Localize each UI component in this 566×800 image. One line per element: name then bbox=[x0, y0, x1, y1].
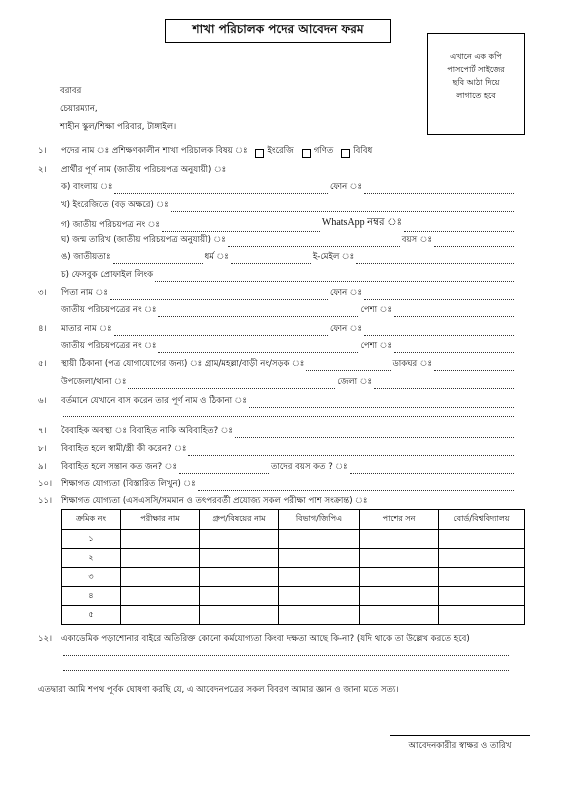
children-age-input[interactable] bbox=[350, 464, 514, 474]
father-phone-input[interactable] bbox=[364, 290, 514, 300]
village-input[interactable] bbox=[306, 361, 390, 371]
item-number: ১০। bbox=[38, 479, 53, 489]
mother-phone-input[interactable] bbox=[364, 326, 514, 336]
table-header: গ্রুপ/বিষয়ের নাম bbox=[200, 510, 279, 530]
father-nid-row bbox=[61, 303, 516, 317]
table-row bbox=[62, 530, 525, 549]
table-cell[interactable] bbox=[439, 587, 525, 606]
item-number: ৬। bbox=[38, 396, 47, 406]
father-name-input[interactable] bbox=[110, 290, 328, 300]
table-cell[interactable] bbox=[121, 549, 200, 568]
misc-checkbox[interactable] bbox=[341, 149, 350, 158]
spouse-input[interactable] bbox=[188, 446, 514, 456]
field-label: ফোন ঃ bbox=[329, 324, 362, 334]
photo-box-line: এখানে এক কপি bbox=[450, 52, 502, 61]
skills-input-2[interactable] bbox=[63, 661, 509, 671]
table-cell[interactable] bbox=[200, 606, 279, 625]
photo-box-line: ছবি আঠা দিয়ে bbox=[452, 78, 500, 87]
field-label: জেলা ঃ bbox=[337, 377, 372, 387]
children-row bbox=[61, 460, 516, 474]
field-label: তাদের বয়স কত ? ঃ bbox=[271, 462, 348, 472]
name-bangla-row bbox=[61, 180, 516, 194]
table-cell[interactable] bbox=[439, 606, 525, 625]
item-number: ২। bbox=[38, 165, 47, 175]
phone-input[interactable] bbox=[364, 184, 514, 194]
table-cell[interactable] bbox=[200, 549, 279, 568]
field-label: একাডেমিক পড়াশোনার বাইরে অতিরিক্ত কোনো কর্মযোগ্যতা কিংবা দক্ষতা আছে কি-না? (যদি থাকে তা উল্লেখ করতে হবে) bbox=[61, 634, 470, 644]
mother-nid-input[interactable] bbox=[158, 343, 358, 353]
row-serial: ২ bbox=[62, 549, 121, 568]
table-cell[interactable] bbox=[279, 549, 360, 568]
upazila-row bbox=[61, 375, 516, 389]
present-address-row-2 bbox=[61, 407, 516, 417]
table-cell[interactable] bbox=[439, 568, 525, 587]
photo-box-line: লাগাতে হবে bbox=[456, 91, 496, 100]
upazila-input[interactable] bbox=[128, 379, 335, 389]
facebook-row bbox=[61, 268, 516, 282]
father-job-input[interactable] bbox=[394, 307, 514, 317]
field-label: প্রার্থীর পূর্ণ নাম (জাতীয় পরিচয়পত্র অনুযায়ী) ঃ bbox=[61, 165, 227, 175]
father-row bbox=[61, 286, 516, 300]
facebook-input[interactable] bbox=[155, 272, 514, 282]
name-bangla-input[interactable] bbox=[114, 184, 327, 194]
father-nid-input[interactable] bbox=[158, 307, 358, 317]
photo-box-line: পাসপোর্ট সাইজের bbox=[447, 65, 505, 74]
nationality-input[interactable] bbox=[113, 254, 203, 264]
row-serial: ১ bbox=[62, 530, 121, 549]
photo-box bbox=[427, 33, 525, 135]
mother-name-input[interactable] bbox=[114, 326, 328, 336]
option-label: বিবিধ bbox=[353, 146, 373, 156]
whatsapp-input[interactable] bbox=[404, 222, 514, 232]
field-label: বিবাহিত হলে সন্তান কত জন? ঃ bbox=[61, 462, 178, 472]
name-english-row bbox=[61, 198, 516, 212]
field-label: খ) ইংরেজিতে (বড় অক্ষরে) ঃ bbox=[61, 200, 169, 210]
field-label: ঘ) জন্ম তারিখ (জাতীয় পরিচয়পত্র অনুযায়ী) ঃ bbox=[61, 235, 226, 245]
present-address-row bbox=[61, 394, 516, 408]
table-row bbox=[62, 568, 525, 587]
email-input[interactable] bbox=[356, 254, 514, 264]
mother-job-input[interactable] bbox=[394, 343, 514, 353]
name-english-input[interactable] bbox=[171, 202, 514, 212]
field-label: WhatsApp নম্বর ঃ bbox=[321, 217, 402, 228]
marital-row bbox=[61, 424, 516, 438]
field-label: শিক্ষাগত যোগ্যতা (এসএসসি/সমমান ও তৎপরবর্তী প্রযোজ্য সকল পরীক্ষা পাশ সংক্রান্ত) ঃ bbox=[61, 496, 368, 506]
field-label: পিতা নাম ঃ bbox=[61, 288, 108, 298]
table-cell[interactable] bbox=[360, 587, 439, 606]
post-office-input[interactable] bbox=[434, 361, 514, 371]
field-label: স্থায়ী ঠিকানা (পত্র যোগাযোগের জন্য) ঃ গ্রাম/মহল্লা/বাড়ী নং/সড়ক ঃ bbox=[61, 359, 305, 369]
table-row bbox=[62, 549, 525, 568]
row-serial: ৪ bbox=[62, 587, 121, 606]
skills-input[interactable] bbox=[63, 646, 509, 656]
field-label: চ) ফেসবুক প্রোফাইল লিংক bbox=[61, 270, 154, 280]
table-header: পরীক্ষার নাম bbox=[121, 510, 200, 530]
nationality-row bbox=[61, 250, 516, 264]
table-cell[interactable] bbox=[279, 530, 360, 549]
skills-row-2 bbox=[61, 661, 511, 671]
nid-row bbox=[61, 215, 516, 232]
address-line: বরাবর bbox=[60, 86, 82, 96]
field-label: বিবাহিত হলে স্বামী/স্ত্রী কী করেন? ঃ bbox=[61, 444, 187, 454]
table-row bbox=[62, 606, 525, 625]
table-cell[interactable] bbox=[279, 587, 360, 606]
field-label: পদের নাম ঃ প্রশিক্ষণকালীন শাখা পরিচালক বিষয় ঃ bbox=[61, 146, 248, 156]
mother-nid-row bbox=[61, 339, 516, 353]
table-cell[interactable] bbox=[360, 549, 439, 568]
education-row bbox=[61, 477, 516, 491]
table-cell[interactable] bbox=[439, 549, 525, 568]
religion-input[interactable] bbox=[231, 254, 311, 264]
field-label: গ) জাতীয় পরিচয়পত্র নং ঃ bbox=[61, 220, 160, 230]
item-number: ১। bbox=[38, 146, 47, 156]
table-cell[interactable] bbox=[439, 530, 525, 549]
field-label: উপজেলা/থানা ঃ bbox=[61, 377, 127, 387]
table-cell[interactable] bbox=[279, 568, 360, 587]
signature-line: আবেদনকারীর স্বাক্ষর ও তারিখ bbox=[390, 735, 530, 753]
address-line: চেয়ারম্যান, bbox=[60, 104, 98, 114]
field-label: পেশা ঃ bbox=[360, 341, 392, 351]
field-label: ধর্ম ঃ bbox=[204, 252, 229, 262]
item-number: ১১। bbox=[38, 496, 53, 506]
item-number: ১২। bbox=[38, 634, 53, 644]
present-address-input-2[interactable] bbox=[63, 407, 514, 417]
field-label: ই-মেইল ঃ bbox=[312, 252, 355, 262]
item-number: ৫। bbox=[38, 359, 47, 369]
field-label: বৈবাহিক অবস্থা ঃ বিবাহিত নাকি অবিবাহিত? ঃ bbox=[61, 426, 233, 436]
table-cell[interactable] bbox=[121, 587, 200, 606]
field-label: জাতীয় পরিচয়পত্রের নং ঃ bbox=[61, 341, 157, 351]
table-cell[interactable] bbox=[279, 606, 360, 625]
table-cell[interactable] bbox=[360, 530, 439, 549]
field-label: পেশা ঃ bbox=[360, 305, 392, 315]
math-checkbox[interactable] bbox=[302, 149, 311, 158]
field-label: জাতীয় পরিচয়পত্রের নং ঃ bbox=[61, 305, 157, 315]
table-cell[interactable] bbox=[121, 568, 200, 587]
option-label: গণিত bbox=[313, 146, 334, 156]
table-row bbox=[62, 587, 525, 606]
mother-row bbox=[61, 322, 516, 336]
table-header: ক্রমিক নং bbox=[62, 510, 121, 530]
district-input[interactable] bbox=[374, 379, 514, 389]
item-number: ৭। bbox=[38, 426, 47, 436]
post-subject-field bbox=[61, 144, 372, 158]
field-label: শিক্ষাগত যোগ্যতা (বিস্তারিত লিখুন) ঃ bbox=[61, 479, 196, 489]
skills-row bbox=[61, 646, 511, 656]
table-header: বিভাগ/জিপিএ bbox=[279, 510, 360, 530]
education-input[interactable] bbox=[198, 481, 514, 491]
declaration-text: এতদ্বারা আমি শপথ পূর্বক ঘোষণা করছি যে, এ আবেদনপত্রের সকল বিবরণ আমার জ্ঞান ও জানা মতে সত্য। bbox=[38, 685, 399, 695]
education-table bbox=[61, 509, 525, 625]
table-header: বোর্ড/বিশ্ববিদ্যালয় bbox=[439, 510, 525, 530]
field-label: বর্তমানে যেখানে বাস করেন তার পূর্ণ নাম ও ঠিকানা ঃ bbox=[61, 396, 247, 406]
spouse-row bbox=[61, 442, 516, 456]
field-label: বয়স ঃ bbox=[401, 235, 432, 245]
field-label: ফোন ঃ bbox=[329, 182, 362, 192]
item-number: ৯। bbox=[38, 462, 47, 472]
row-serial: ৩ bbox=[62, 568, 121, 587]
children-count-input[interactable] bbox=[179, 464, 269, 474]
item-number: ৮। bbox=[38, 444, 47, 454]
table-cell[interactable] bbox=[200, 587, 279, 606]
address-line: শাহীন স্কুল/শিক্ষা পরিবার, টাঙ্গাইল। bbox=[60, 122, 177, 132]
table-cell[interactable] bbox=[121, 530, 200, 549]
field-label: ঙ) জাতীয়তাঃ bbox=[61, 252, 111, 262]
age-input[interactable] bbox=[434, 237, 514, 247]
birthdate-row bbox=[61, 233, 516, 247]
table-cell[interactable] bbox=[360, 568, 439, 587]
field-label: মাতার নাম ঃ bbox=[61, 324, 112, 334]
table-header-row bbox=[62, 510, 525, 530]
row-serial: ৫ bbox=[62, 606, 121, 625]
form-title: শাখা পরিচালক পদের আবেদন ফরম bbox=[165, 19, 391, 43]
birthdate-input[interactable] bbox=[228, 237, 400, 247]
table-cell[interactable] bbox=[360, 606, 439, 625]
table-header: পাশের সন bbox=[360, 510, 439, 530]
table-cell[interactable] bbox=[200, 568, 279, 587]
marital-input[interactable] bbox=[235, 428, 514, 438]
field-label: ডাকঘর ঃ bbox=[392, 359, 432, 369]
table-cell[interactable] bbox=[200, 530, 279, 549]
field-label: ক) বাংলায় ঃ bbox=[61, 182, 113, 192]
field-label: ফোন ঃ bbox=[329, 288, 362, 298]
english-checkbox[interactable] bbox=[255, 149, 264, 158]
table-cell[interactable] bbox=[121, 606, 200, 625]
option-label: ইংরেজি bbox=[267, 146, 294, 156]
item-number: ৩। bbox=[38, 288, 47, 298]
nid-input[interactable] bbox=[162, 222, 320, 232]
permanent-address-row bbox=[61, 357, 516, 371]
item-number: ৪। bbox=[38, 324, 47, 334]
